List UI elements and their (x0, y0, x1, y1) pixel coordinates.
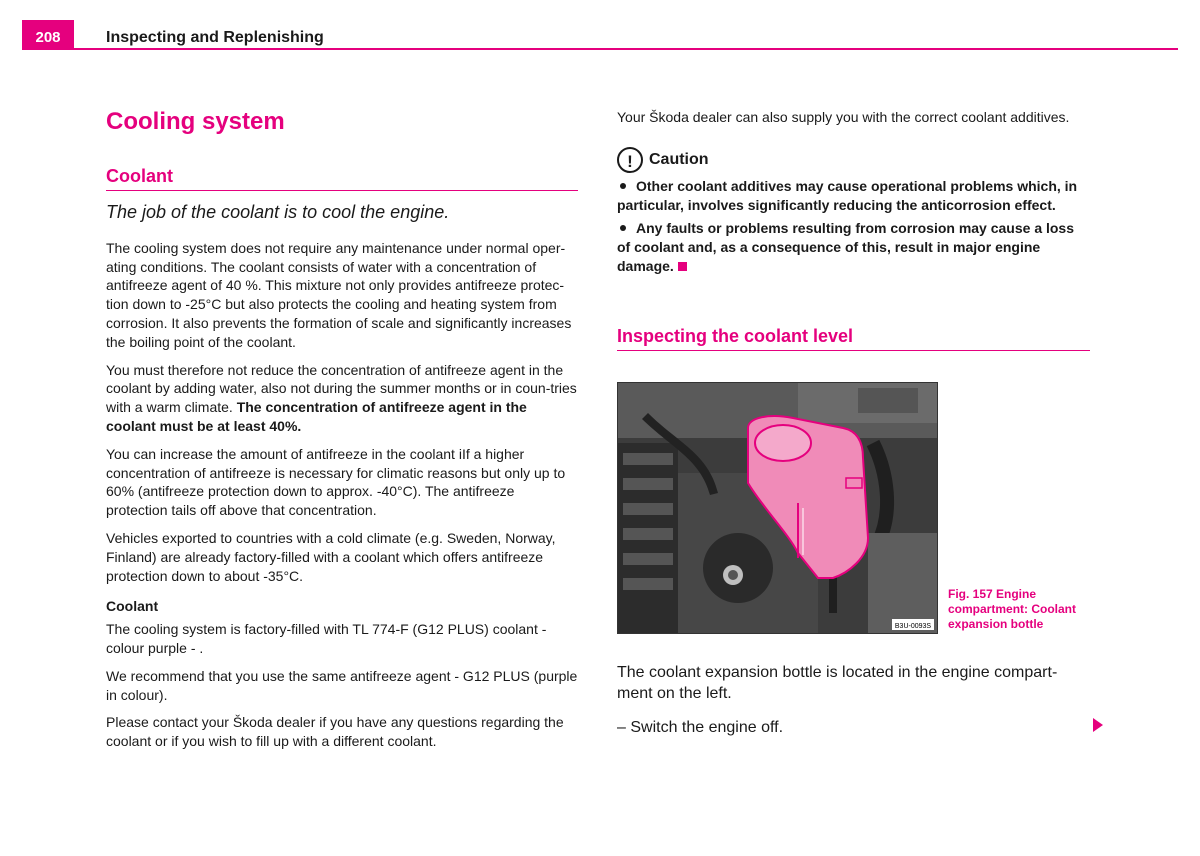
figure-code: B3U-0093S (894, 623, 932, 630)
paragraph-2-bold: The concentration of antifreeze agent in the coolant must be at least 40%. (106, 399, 527, 434)
right-column (617, 108, 1090, 351)
header-rule (74, 48, 1178, 50)
paragraph-4: Vehicles exported to countries with a cold climate (e.g. Sweden, Norway, Finland) are already factory-filled with a coolant which offers antifreeze protection down to about -35°C. (106, 529, 556, 584)
page-number: 208 (22, 20, 74, 50)
figure-caption: Fig. 157 Engine compartment: Coolant expansion bottle (948, 587, 1077, 631)
left-column (106, 108, 578, 751)
right-lower-text (617, 662, 1087, 738)
bullet-icon (620, 183, 626, 189)
paragraph-7: Please contact your Škoda dealer if you have any questions regarding the coolant or if you wish to fill up with a different coolant. (106, 714, 564, 750)
caution-title: Caution (649, 150, 709, 168)
caution-bullet-1: Other coolant additives may cause operational problems which, in particular, involves significantly reducing the anticorrosion effect. (617, 177, 1078, 213)
subtitle-coolant: Coolant (106, 166, 578, 191)
paragraph-1: The cooling system does not require any maintenance under normal oper-ating conditions. The coolant consists of water with a concentration of antifreeze agent of 40 %. This mixture not only provides antifreeze protec-tion down to -25°C but also protects the cooling and heating system from corrosion. It also prevents the formation of scale and significantly increases the boiling point of the coolant. (106, 239, 572, 350)
section-inspecting-coolant: Inspecting the coolant level (617, 326, 1090, 351)
triangle-right-icon (1093, 718, 1103, 732)
caution-box (617, 147, 1090, 173)
coolant-subheading: Coolant (106, 598, 159, 615)
paragraph-3: You can increase the amount of antifreeze in the coolant iIf a higher concentration of antifreeze is necessary for climatic reasons but only up to 60% (antifreeze protection down to approx. -40°C). The antifreeze protection tails off above that concentration. (106, 445, 566, 519)
step-switch-engine-off: – Switch the engine off. (617, 719, 784, 736)
bullet-icon (620, 225, 626, 231)
engine-illustration (618, 383, 937, 633)
end-mark-icon (678, 262, 687, 271)
paragraph-2-text: You must therefore not reduce the concentration of antifreeze agent in the coolant by adding water, also not during the summer months or in coun-tries with a warm climate. (106, 361, 577, 416)
exclamation-circle-icon: ! (617, 147, 643, 173)
dealer-paragraph: Your Škoda dealer can also supply you with the correct coolant additives. (617, 109, 1070, 125)
caution-bullet-2: Any faults or problems resulting from corrosion may cause a loss of coolant and, as a consequence of this, result in major engine damage. (617, 219, 1075, 274)
paragraph-6: We recommend that you use the same antifreeze agent - G12 PLUS (purple in colour). (106, 667, 578, 703)
section-header: Inspecting and Replenishing (106, 29, 324, 46)
lead-text: The job of the coolant is to cool the engine. (106, 202, 450, 222)
paragraph-2 (106, 361, 578, 436)
engine-compartment-figure (617, 382, 938, 634)
page-title: Cooling system (106, 108, 285, 135)
location-paragraph: The coolant expansion bottle is located in the engine compart-ment on the left. (617, 664, 1058, 702)
paragraph-5: The cooling system is factory-filled with TL 774-F (G12 PLUS) coolant - colour purple - . (106, 621, 547, 656)
